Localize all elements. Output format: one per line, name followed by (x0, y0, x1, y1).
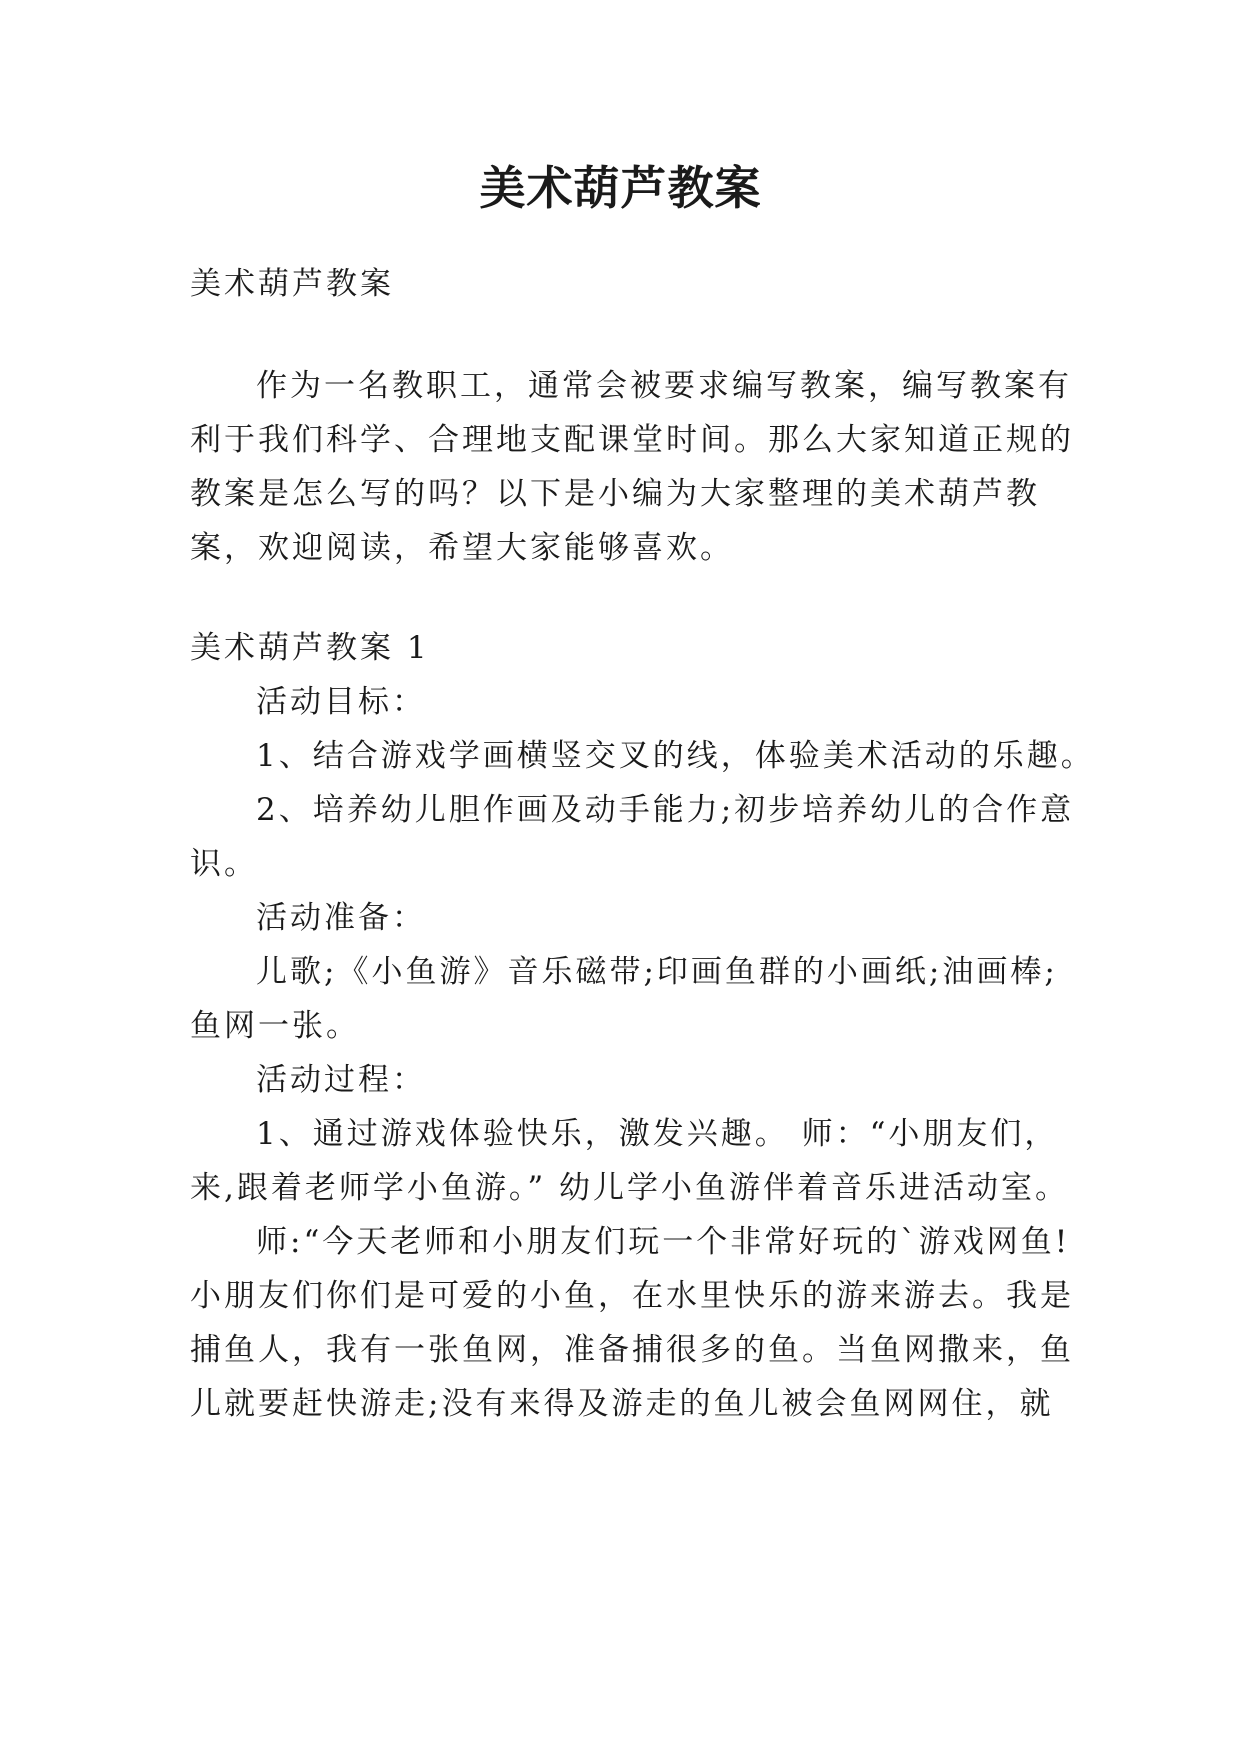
section-heading: 美术葫芦教案 1 (190, 630, 430, 666)
process-label: 活动过程： (256, 1062, 426, 1098)
intro-line: 利于我们科学、合理地支配课堂时间。那么大家知道正规的 (190, 422, 1074, 458)
intro-line: 作为一名教职工，通常会被要求编写教案，编写教案有 (256, 368, 1072, 404)
prep-text-continued: 鱼网一张。 (190, 1008, 360, 1044)
document-subtitle: 美术葫芦教案 (190, 266, 394, 302)
goal-item: 1、结合游戏学画横竖交叉的线，体验美术活动的乐趣。 (256, 738, 1095, 774)
goal-item: 2、培养幼儿胆作画及动手能力;初步培养幼儿的合作意 (256, 792, 1075, 828)
teacher-speech-continued: 儿就要赶快游走;没有来得及游走的鱼儿被会鱼网网住，就 (190, 1386, 1054, 1422)
goals-label: 活动目标： (256, 684, 426, 720)
teacher-speech-continued: 小朋友们你们是可爱的小鱼，在水里快乐的游来游去。我是 (190, 1278, 1074, 1314)
intro-line: 案，欢迎阅读，希望大家能够喜欢。 (190, 530, 734, 566)
step-text: 1、通过游戏体验快乐，激发兴趣。 师：“小朋友们， (256, 1116, 1059, 1152)
prep-label: 活动准备： (256, 900, 426, 936)
prep-text: 儿歌;《小鱼游》音乐磁带;印画鱼群的小画纸;油画棒; (256, 954, 1058, 990)
goal-item-continued: 识。 (190, 846, 258, 882)
teacher-speech-continued: 捕鱼人，我有一张鱼网，准备捕很多的鱼。当鱼网撒来，鱼 (190, 1332, 1074, 1368)
document-title: 美术葫芦教案 (479, 161, 762, 215)
teacher-speech: 师:“今天老师和小朋友们玩一个非常好玩的`游戏网鱼! (256, 1224, 1071, 1260)
step-text-continued: 来,跟着老师学小鱼游。” 幼儿学小鱼游伴着音乐进活动室。 (190, 1170, 1070, 1206)
intro-line: 教案是怎么写的吗？以下是小编为大家整理的美术葫芦教 (190, 476, 1040, 512)
